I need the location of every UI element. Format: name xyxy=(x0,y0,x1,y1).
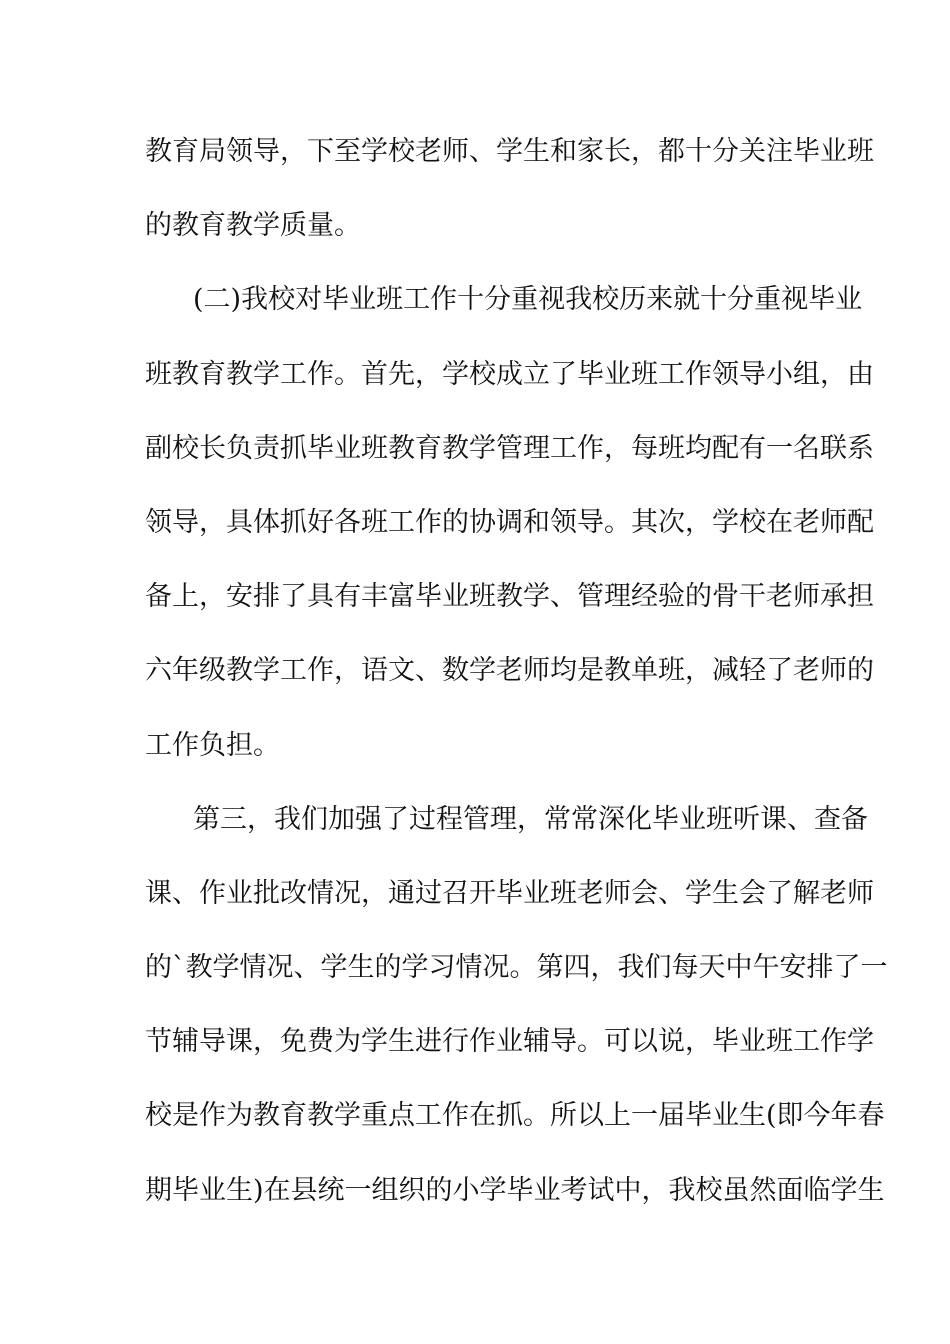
body-text xyxy=(145,126,888,1239)
text-line: 领导，具体抓好各班工作的协调和领导。其次，学校在老师配 xyxy=(145,506,874,538)
text-line: 副校长负责抓毕业班教育教学管理工作，每班均配有一名联系 xyxy=(145,432,874,464)
text-line: 的教育教学质量。 xyxy=(145,210,361,242)
text-line: 工作负担。 xyxy=(145,729,280,761)
text-line: 节辅导课，免费为学生进行作业辅导。可以说，毕业班工作学 xyxy=(145,1026,874,1058)
text-line: 校是作为教育教学重点工作在抓。所以上一届毕业生(即今年春 xyxy=(145,1100,885,1132)
paragraph-start-line: (二)我校对毕业班工作十分重视我校历来就十分重视毕业 xyxy=(193,284,863,316)
text-line: 班教育教学工作。首先，学校成立了毕业班工作领导小组，由 xyxy=(145,358,874,390)
text-line: 六年级教学工作，语文、数学老师均是教单班，减轻了老师的 xyxy=(145,655,874,687)
text-line: 备上，安排了具有丰富毕业班教学、管理经验的骨干老师承担 xyxy=(145,581,874,613)
paragraph-start-line: 第三，我们加强了过程管理，常常深化毕业班听课、查备 xyxy=(193,803,868,835)
text-line: 教育局领导，下至学校老师、学生和家长，都十分关注毕业班 xyxy=(145,136,874,167)
text-line: 期毕业生)在县统一组织的小学毕业考试中，我校虽然面临学生 xyxy=(145,1174,885,1206)
text-line: 课、作业批改情况，通过召开毕业班老师会、学生会了解老师 xyxy=(145,877,874,909)
text-line: 的`教学情况、学生的学习情况。第四，我们每天中午安排了一 xyxy=(145,952,888,984)
